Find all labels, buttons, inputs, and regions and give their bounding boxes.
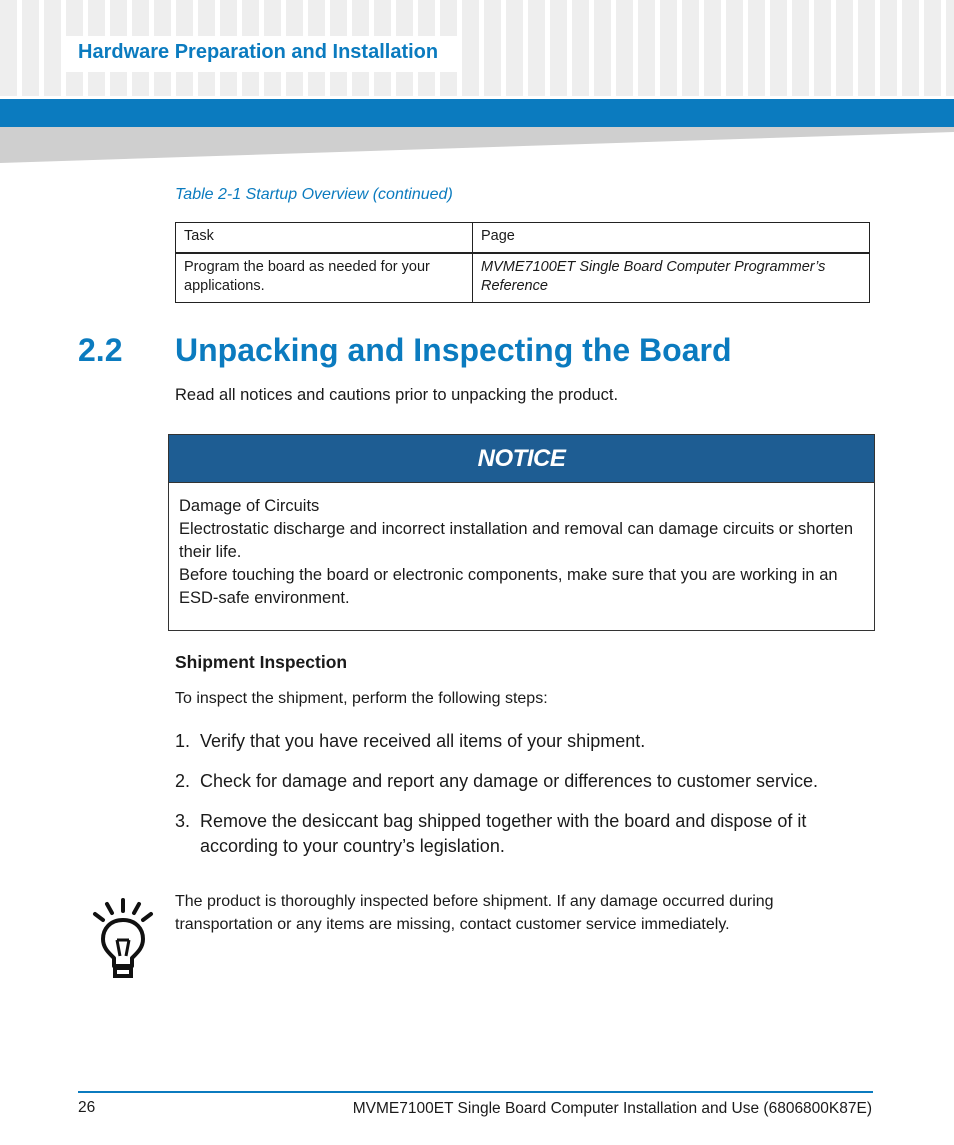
tip-text: The product is thoroughly inspected before shipment. If any damage occurred during transportation or any items are missing, contact customer service immediately. xyxy=(175,893,774,933)
section-intro: Read all notices and cautions prior to unpacking the product. xyxy=(175,386,619,404)
column-header-page: Page xyxy=(473,223,870,254)
step-text: Check for damage and report any damage or differences to customer service. xyxy=(200,771,818,791)
section-number: 2.2 xyxy=(78,332,123,368)
notice-text: Before touching the board or electronic components, make sure that you are working in an ESD-safe environment. xyxy=(179,566,838,607)
shipment-inspection-heading: Shipment Inspection xyxy=(175,652,348,672)
section-title: Unpacking and Inspecting the Board xyxy=(175,332,732,368)
page-number: 26 xyxy=(78,1099,96,1116)
notice-title: Damage of Circuits xyxy=(179,497,320,515)
chapter-header-title: Hardware Preparation and Installation xyxy=(78,41,439,63)
table-caption: Table 2-1 Startup Overview (continued) xyxy=(175,186,453,203)
notice-box xyxy=(168,434,875,631)
step-text: Remove the desiccant bag shipped together with the board and dispose of it according to your country’s legislation. xyxy=(200,811,807,856)
document-title: MVME7100ET Single Board Computer Installation and Use (6806800K87E) xyxy=(352,1100,872,1117)
startup-overview-table xyxy=(175,222,870,303)
step-number: 3. xyxy=(175,811,191,831)
table-cell-task: Program the board as needed for your applications. xyxy=(176,253,473,303)
step-number: 1. xyxy=(175,731,191,751)
footer-rule xyxy=(78,1091,873,1093)
step-number: 2. xyxy=(175,771,191,791)
lightbulb-icon xyxy=(92,898,154,980)
step-text: Verify that you have received all items of your shipment. xyxy=(200,731,646,751)
notice-body xyxy=(169,483,874,610)
notice-label: NOTICE xyxy=(477,444,566,472)
notice-text: Electrostatic discharge and incorrect installation and removal can damage circuits or shorten their life. xyxy=(179,520,854,561)
table-header-row xyxy=(176,223,870,254)
header-grey-wedge xyxy=(0,127,954,163)
column-header-task: Task xyxy=(176,223,473,254)
notice-header xyxy=(169,435,874,483)
table-row xyxy=(176,253,870,303)
header-blue-bar xyxy=(0,99,954,127)
table-cell-page-reference[interactable]: MVME7100ET Single Board Computer Programmer’s Reference xyxy=(473,253,870,303)
steps-intro: To inspect the shipment, perform the following steps: xyxy=(175,690,548,707)
